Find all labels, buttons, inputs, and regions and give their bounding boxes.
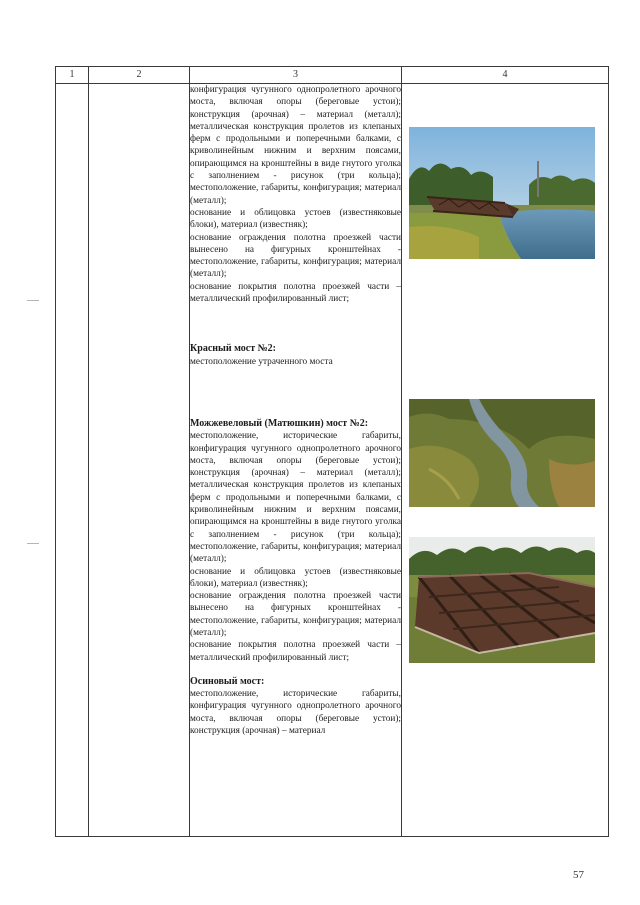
juniper-bridge-title: Можжевеловый (Матюшкин) мост №2: (190, 417, 369, 429)
column-header-3: 3 (190, 67, 402, 84)
photo-aerial-river (409, 399, 595, 507)
margin-mark (27, 300, 39, 301)
column-header-4: 4 (402, 67, 609, 84)
intro-deck: основание покрытия полотна проезжей части – металлический профилированный лист; (190, 281, 401, 305)
cell-photos (402, 84, 609, 837)
aspen-bridge-text: местоположение, исторические габариты, конфигурация чугунного однопролетного арочного моста, включая опоры (береговые устои); конструкция (арочная) – материал (190, 689, 401, 737)
juniper-foundation: основание и облицовка устоев (известняковые блоки), материал (известняк); (190, 566, 401, 589)
column-header-1: 1 (56, 67, 89, 84)
table-body-row (56, 84, 609, 837)
table-header-row (56, 67, 609, 84)
aspen-bridge-title: Осиновый мост: (190, 675, 265, 687)
juniper-railing: основание ограждения полотна проезжей части вынесено на фигурных кронштейнах - местоположение, габариты, конфигурация; материал (металл); (190, 591, 401, 638)
photo-bridge-over-pond (409, 127, 595, 259)
column-header-2: 2 (89, 67, 190, 84)
intro-foundation: основание и облицовка устоев (известняковые блоки), материал (известняк); (190, 207, 401, 231)
protected-objects-table (55, 66, 609, 837)
cell-number (56, 84, 89, 837)
cell-description (190, 84, 402, 837)
juniper-deck: основание покрытия полотна проезжей части – металлический профилированный лист; (190, 640, 401, 663)
cell-name (89, 84, 190, 837)
margin-mark (27, 543, 39, 544)
red-bridge-title: Красный мост №2: (190, 343, 276, 355)
intro-railing: основание ограждения полотна проезжей части вынесено на фигурных кронштейнах - местоположение, габариты, конфигурация; материал (металл); (190, 232, 401, 280)
page-number: 57 (573, 869, 584, 881)
intro-paragraph: конфигурация чугунного однопролетного арочного моста, включая опоры (береговые устои); конструкция (арочная) – материал (металл); металлическая конструкция пролетов из клепаных ферм с продольными и поперечными балками, с криволинейным нижним и верхним поясами, опирающимся на кронштейны в виде гнутого уголка с заполнением - рисунок (три кольца); местоположение, габариты, конфигурация; материал (металл); (190, 85, 401, 206)
juniper-bridge-text: местоположение, исторические габариты, конфигурация чугунного однопролетного арочного моста, включая опоры (береговые устои); конструкция (арочная) – материал (металл); металлическая конструкция пролетов из клепаных ферм с продольными и поперечными балками, с криволинейным нижним и верхним поясами, опирающимся на кронштейны в виде гнутого уголка с заполнением - рисунок (три кольца); местоположение, габариты, конфигурация; материал (металл); (190, 431, 401, 565)
photo-bridge-truss (409, 537, 595, 663)
red-bridge-text: местоположение утраченного моста (190, 356, 333, 367)
